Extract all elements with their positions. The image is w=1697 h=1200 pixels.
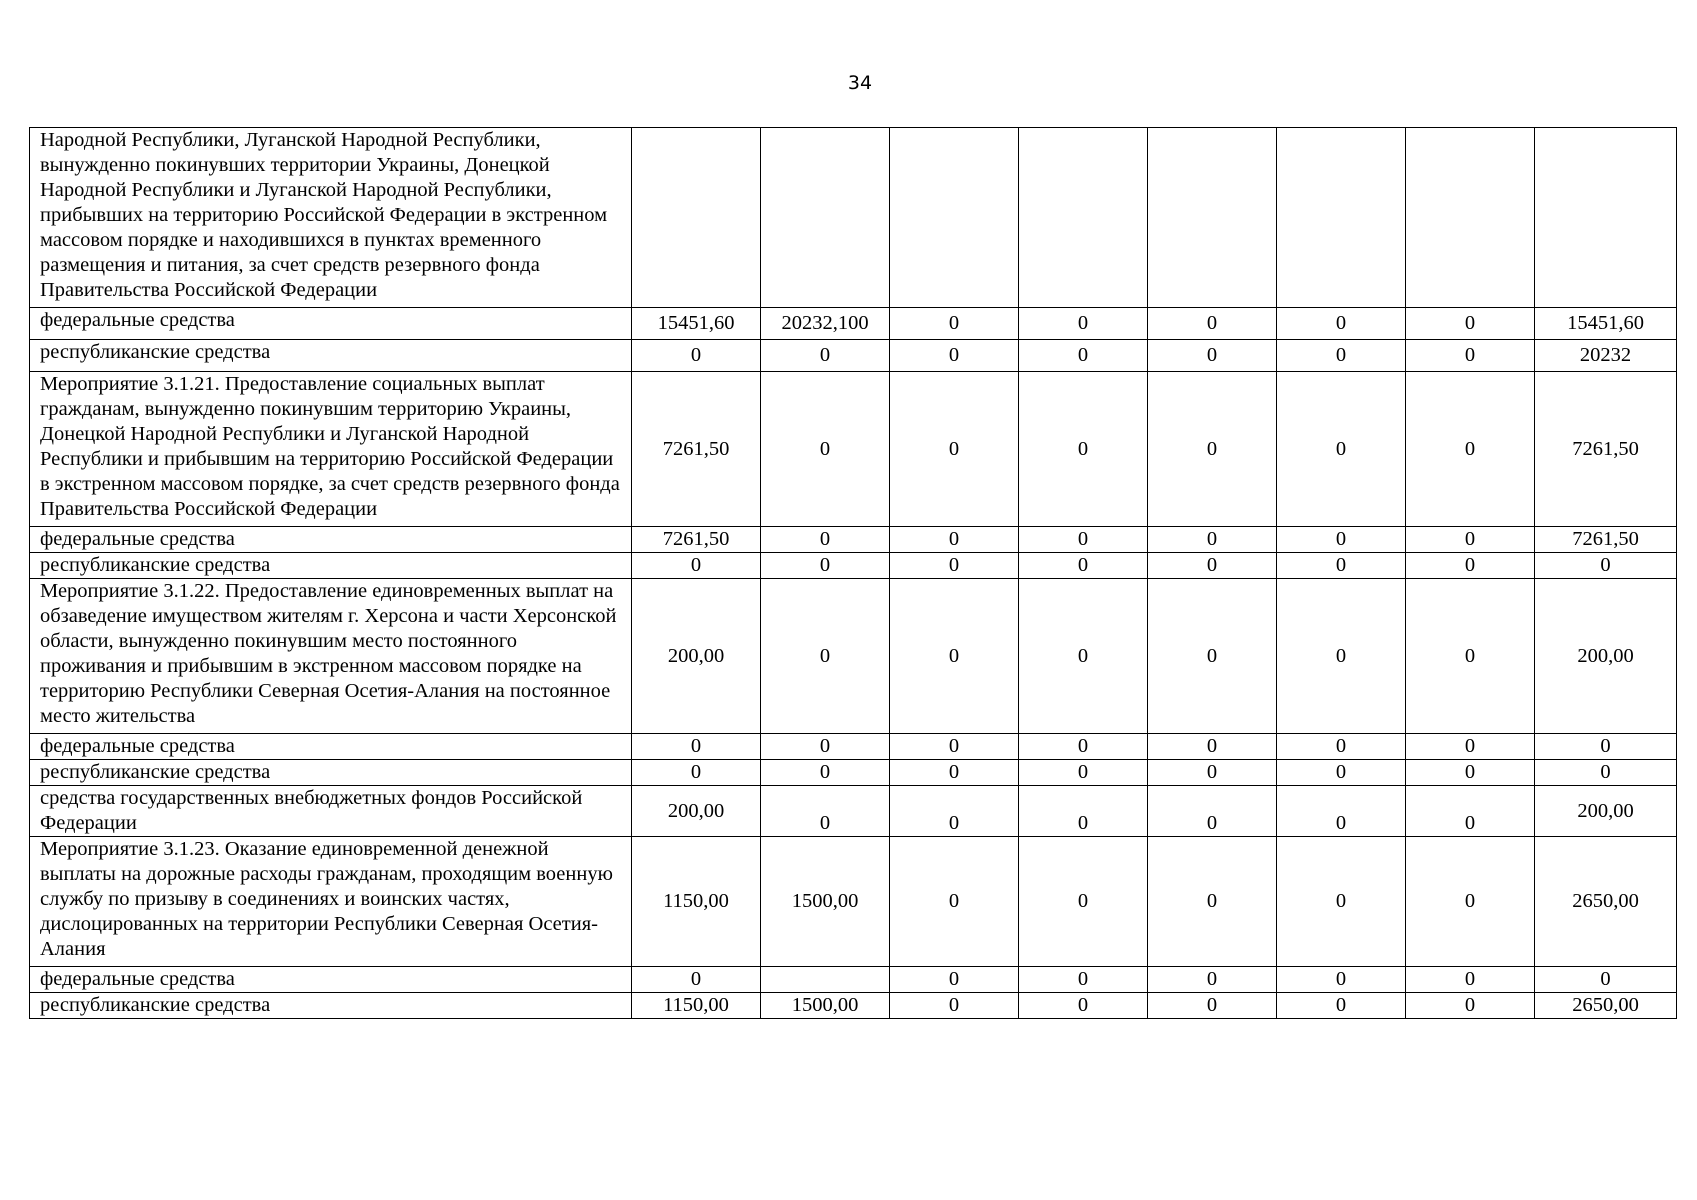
page-number: 34	[847, 72, 873, 94]
value-cell: 0	[761, 760, 890, 786]
table-row	[30, 527, 1677, 553]
value-cell: 0	[1148, 308, 1277, 340]
value-cell: 0	[632, 760, 761, 786]
value-cell: 1500,00	[761, 837, 890, 967]
table-row	[30, 993, 1677, 1019]
value-cell: 0	[890, 579, 1019, 734]
value-cell: 7261,50	[632, 527, 761, 553]
value-cell: 0	[1406, 760, 1535, 786]
value-cell: 0	[1148, 340, 1277, 372]
table-row	[30, 308, 1677, 340]
value-cell	[1277, 128, 1406, 308]
value-cell: 0	[1019, 553, 1148, 579]
value-cell: 0	[1406, 340, 1535, 372]
value-cell: 0	[1406, 372, 1535, 527]
value-cell: 0	[1535, 553, 1677, 579]
value-cell: 0	[1277, 553, 1406, 579]
value-cell: 0	[1277, 527, 1406, 553]
value-cell: 1150,00	[632, 837, 761, 967]
value-cell	[1148, 128, 1277, 308]
value-cell	[890, 128, 1019, 308]
row-label: федеральные средства	[30, 967, 632, 993]
table-row	[30, 340, 1677, 372]
value-cell: 0	[1148, 786, 1277, 837]
table-row	[30, 837, 1677, 967]
value-cell: 0	[1019, 579, 1148, 734]
table-row	[30, 734, 1677, 760]
value-cell: 0	[1148, 837, 1277, 967]
value-cell: 0	[1148, 553, 1277, 579]
value-cell: 0	[1019, 372, 1148, 527]
table-row	[30, 760, 1677, 786]
value-cell: 1150,00	[632, 993, 761, 1019]
value-cell: 0	[1148, 734, 1277, 760]
value-cell: 0	[761, 340, 890, 372]
row-label: федеральные средства	[30, 527, 632, 553]
value-cell: 0	[890, 993, 1019, 1019]
table-row	[30, 128, 1677, 308]
value-cell: 0	[1019, 308, 1148, 340]
value-cell: 0	[761, 786, 890, 837]
value-cell: 0	[890, 967, 1019, 993]
value-cell: 0	[1148, 967, 1277, 993]
value-cell: 0	[1019, 527, 1148, 553]
table-row	[30, 553, 1677, 579]
value-cell: 0	[1277, 786, 1406, 837]
value-cell: 7261,50	[1535, 527, 1677, 553]
value-cell: 0	[761, 553, 890, 579]
value-cell: 0	[632, 340, 761, 372]
value-cell: 0	[1277, 967, 1406, 993]
row-label: Мероприятие 3.1.22. Предоставление единовременных выплат на обзаведение имуществом жителям г. Херсона и части Херсонской области, вынужденно покинувшим место постоянного проживания и прибывшим в экстренном массовом порядке на территорию Республики Северная Осетия-Алания на постоянное место жительства	[30, 579, 632, 734]
row-label: средства государственных внебюджетных фондов Российской Федерации	[30, 786, 632, 837]
value-cell: 0	[890, 734, 1019, 760]
value-cell: 0	[1019, 760, 1148, 786]
value-cell: 0	[1535, 760, 1677, 786]
table-row	[30, 786, 1677, 837]
value-cell: 0	[890, 760, 1019, 786]
value-cell: 0	[632, 967, 761, 993]
value-cell: 0	[1406, 993, 1535, 1019]
table-row	[30, 967, 1677, 993]
value-cell: 0	[1277, 340, 1406, 372]
value-cell: 0	[1406, 553, 1535, 579]
value-cell: 0	[890, 553, 1019, 579]
row-label: республиканские средства	[30, 760, 632, 786]
value-cell: 0	[890, 340, 1019, 372]
value-cell: 0	[1277, 993, 1406, 1019]
row-label: федеральные средства	[30, 308, 632, 340]
row-label: Мероприятие 3.1.21. Предоставление социальных выплат гражданам, вынужденно покинувшим территорию Украины, Донецкой Народной Республики и Луганской Народной Республики и прибывшим на территорию Российской Федерации в экстренном массовом порядке, за счет средств резервного фонда Правительства Российской Федерации	[30, 372, 632, 527]
value-cell: 200,00	[632, 579, 761, 734]
value-cell: 0	[1148, 372, 1277, 527]
value-cell: 0	[1019, 837, 1148, 967]
value-cell: 7261,50	[632, 372, 761, 527]
table-body	[30, 128, 1677, 1019]
value-cell: 20232	[1535, 340, 1677, 372]
value-cell: 1500,00	[761, 993, 890, 1019]
row-label: республиканские средства	[30, 993, 632, 1019]
value-cell	[761, 128, 890, 308]
value-cell	[761, 967, 890, 993]
value-cell: 0	[761, 579, 890, 734]
value-cell: 20232,100	[761, 308, 890, 340]
value-cell: 0	[890, 372, 1019, 527]
value-cell	[1019, 128, 1148, 308]
value-cell: 2650,00	[1535, 993, 1677, 1019]
value-cell: 0	[632, 734, 761, 760]
value-cell: 0	[1406, 734, 1535, 760]
value-cell: 0	[1148, 760, 1277, 786]
value-cell	[1406, 128, 1535, 308]
value-cell: 0	[1019, 967, 1148, 993]
table-row	[30, 372, 1677, 527]
value-cell: 7261,50	[1535, 372, 1677, 527]
row-label: Мероприятие 3.1.23. Оказание единовременной денежной выплаты на дорожные расходы гражданам, проходящим военную службу по призыву в соединениях и воинских частях, дислоцированных на территории Республики Северная Осетия-Алания	[30, 837, 632, 967]
value-cell: 200,00	[1535, 579, 1677, 734]
value-cell: 0	[1535, 967, 1677, 993]
value-cell: 0	[1277, 372, 1406, 527]
row-label: республиканские средства	[30, 340, 632, 372]
value-cell: 0	[1019, 340, 1148, 372]
value-cell: 200,00	[1535, 786, 1677, 837]
value-cell: 0	[1406, 786, 1535, 837]
value-cell: 0	[1277, 579, 1406, 734]
value-cell	[1535, 128, 1677, 308]
value-cell: 0	[890, 308, 1019, 340]
row-label: федеральные средства	[30, 734, 632, 760]
value-cell	[632, 128, 761, 308]
value-cell: 0	[1148, 993, 1277, 1019]
value-cell: 0	[1277, 760, 1406, 786]
value-cell: 0	[1019, 734, 1148, 760]
value-cell: 0	[1406, 837, 1535, 967]
value-cell: 0	[761, 527, 890, 553]
row-label: республиканские средства	[30, 553, 632, 579]
value-cell: 0	[1019, 993, 1148, 1019]
budget-table	[29, 127, 1677, 1019]
value-cell: 0	[1019, 786, 1148, 837]
value-cell: 2650,00	[1535, 837, 1677, 967]
value-cell: 0	[761, 734, 890, 760]
value-cell: 0	[1406, 967, 1535, 993]
value-cell: 15451,60	[632, 308, 761, 340]
value-cell: 200,00	[632, 786, 761, 837]
value-cell: 0	[1277, 734, 1406, 760]
value-cell: 0	[1406, 308, 1535, 340]
value-cell: 0	[890, 786, 1019, 837]
value-cell: 0	[890, 837, 1019, 967]
value-cell: 0	[1148, 579, 1277, 734]
row-label: Народной Республики, Луганской Народной Республики, вынужденно покинувших территории Украины, Донецкой Народной Республики и Луганской Народной Республики, прибывших на территорию Российской Федерации в экстренном массовом порядке и находившихся в пунктах временного размещения и питания, за счет средств резервного фонда Правительства Российской Федерации	[30, 128, 632, 308]
value-cell: 0	[1148, 527, 1277, 553]
value-cell: 0	[1406, 579, 1535, 734]
value-cell: 0	[632, 553, 761, 579]
value-cell: 0	[1277, 837, 1406, 967]
value-cell: 0	[1277, 308, 1406, 340]
value-cell: 0	[1535, 734, 1677, 760]
value-cell: 0	[890, 527, 1019, 553]
value-cell: 0	[761, 372, 890, 527]
value-cell: 15451,60	[1535, 308, 1677, 340]
value-cell: 0	[1406, 527, 1535, 553]
table-row	[30, 579, 1677, 734]
